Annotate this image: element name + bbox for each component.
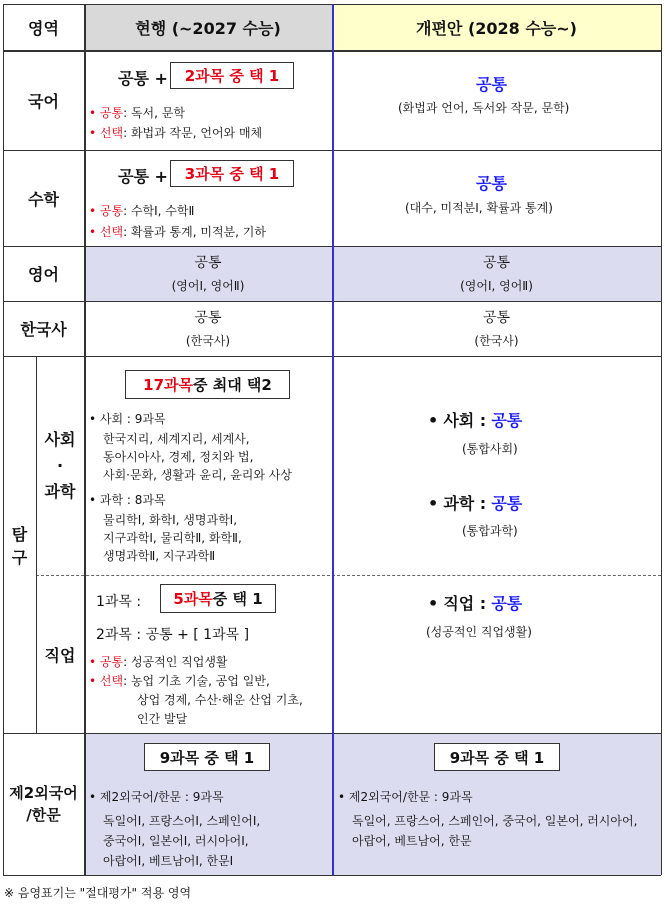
science-head: • 과학 : 8과목 xyxy=(89,493,166,507)
english-cur-sub: (영어Ⅰ, 영어Ⅱ) xyxy=(171,278,245,293)
second-lang-rev-head: • 제2외국어/한문 : 9과목 xyxy=(338,790,473,804)
rev-vocational: • 직업 : 공통 xyxy=(428,594,523,613)
science-line-1: 물리학Ⅰ, 화학Ⅰ, 생명과학Ⅰ, xyxy=(103,513,238,527)
math-cur-choice: 3과목 중 택 1 xyxy=(184,165,280,183)
social-line-3: 사회·문화, 생활과 윤리, 윤리와 사상 xyxy=(103,468,292,482)
vocational-choice-box: 5과목 중 택 1 xyxy=(160,584,276,613)
vocational-select: • 선택: 농업 기초 기술, 공업 일반, xyxy=(89,674,270,688)
header-revised: 개편안 (2028 수능~) xyxy=(416,18,577,38)
korean-cur-select: • 선택: 화법과 작문, 언어와 매체 xyxy=(89,126,263,140)
second-lang-cur-line-3: 아랍어Ⅰ, 베트남어Ⅰ, 한문Ⅰ xyxy=(103,854,234,868)
vocational-select-line-2: 상업 경제, 수산·해운 산업 기초, xyxy=(137,693,303,707)
english-area: 영어 xyxy=(28,265,59,284)
second-lang-cur-head: • 제2외국어/한문 : 9과목 xyxy=(89,790,224,804)
korean-cur-common: • 공통: 독서, 문학 xyxy=(89,106,185,120)
vocational-line2: 2과목 : 공통 + [ 1과목 ] xyxy=(96,627,250,643)
english-rev-sub: (영어Ⅰ, 영어Ⅱ) xyxy=(460,278,533,293)
second-lang-area: 제2외국어 /한문 xyxy=(9,784,78,824)
vocational-line1-prefix: 1과목 : xyxy=(96,594,142,610)
history-rev-sub: (한국사) xyxy=(474,333,519,348)
math-rev-title: 공통 xyxy=(476,174,507,193)
korean-rev-title: 공통 xyxy=(476,75,507,94)
social-science-choice-box: 17과목 중 최대 택2 xyxy=(125,370,290,399)
math-rev-sub: (대수, 미적분Ⅰ, 확률과 통계) xyxy=(405,201,553,215)
history-cur-title: 공통 xyxy=(194,310,222,326)
history-cur-sub: (한국사) xyxy=(185,333,231,348)
second-lang-rev-line-2: 아랍어, 베트남어, 한문 xyxy=(352,834,472,848)
second-lang-rev-line-1: 독일어, 프랑스어, 스페인어, 중국어, 일본어, 러시아어, xyxy=(352,814,638,828)
social-science-label: 사회 · 과학 xyxy=(44,429,76,501)
science-line-3: 생명과학Ⅱ, 지구과학Ⅱ xyxy=(103,549,216,563)
korean-cur-choice-box xyxy=(170,62,294,89)
math-cur-prefix: 공통 + xyxy=(118,167,168,186)
korean-cur-choice: 2과목 중 택 1 xyxy=(184,67,280,85)
math-area: 수학 xyxy=(28,189,59,209)
footnote: ※ 음영표기는 "절대평가" 적용 영역 xyxy=(4,886,192,900)
english-rev-title: 공통 xyxy=(482,255,511,271)
vocational-select-line-3: 인간 발달 xyxy=(137,712,188,726)
social-line-1: 한국지리, 세계지리, 세계사, xyxy=(103,432,250,446)
english-cur-title: 공통 xyxy=(194,255,222,271)
math-cur-common: • 공통: 수학Ⅰ, 수학Ⅱ xyxy=(89,204,195,218)
rev-science-sub: (통합과학) xyxy=(462,524,518,538)
header-area: 영역 xyxy=(28,18,59,38)
second-lang-cur-line-1: 독일어Ⅰ, 프랑스어Ⅰ, 스페인어Ⅰ, xyxy=(103,814,261,828)
history-rev-title: 공통 xyxy=(482,310,511,326)
rev-science: • 과학 : 공통 xyxy=(428,494,523,513)
second-lang-rev-box: 9과목 중 택 1 xyxy=(434,743,560,771)
header-current: 현행 (~2027 수능) xyxy=(135,18,281,38)
korean-cur-prefix: 공통 + xyxy=(118,69,168,88)
social-head: • 사회 : 9과목 xyxy=(89,412,166,426)
math-cur-choice-box xyxy=(170,160,294,187)
korean-rev-sub: (화법과 언어, 독서와 작문, 문학) xyxy=(398,101,570,115)
science-line-2: 지구과학Ⅰ, 물리학Ⅱ, 화학Ⅱ, xyxy=(103,531,242,545)
social-line-2: 동아시아사, 경제, 정치와 법, xyxy=(103,450,254,464)
history-area: 한국사 xyxy=(20,320,67,339)
second-lang-cur-box: 9과목 중 택 1 xyxy=(144,743,270,771)
rev-vocational-sub: (성공적인 직업생활) xyxy=(426,625,532,639)
math-cur-select: • 선택: 확률과 통계, 미적분, 기하 xyxy=(89,225,266,239)
vocational-label: 직업 xyxy=(44,645,76,665)
rev-social: • 사회 : 공통 xyxy=(428,411,523,430)
vocational-common: • 공통: 성공적인 직업생활 xyxy=(89,655,228,669)
inquiry-area: 탐 구 xyxy=(11,524,28,567)
korean-area: 국어 xyxy=(28,91,59,111)
rev-social-sub: (통합사회) xyxy=(462,442,518,456)
second-lang-cur-line-2: 중국어Ⅰ, 일본어Ⅰ, 러시아어Ⅰ, xyxy=(103,834,249,848)
